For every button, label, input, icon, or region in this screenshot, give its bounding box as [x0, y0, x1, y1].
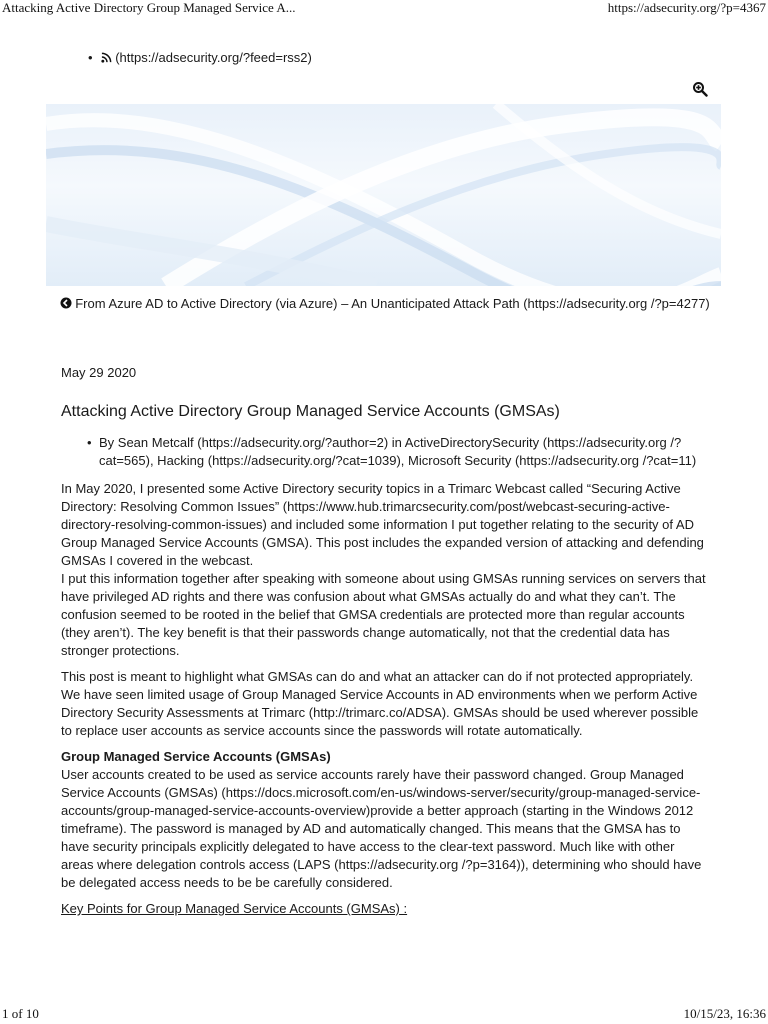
previous-post-link[interactable] [60, 294, 710, 313]
article-content [61, 364, 709, 918]
paragraph-gmsa: User accounts created to be used as service accounts rarely have their password changed. Group Managed Service Accounts (GMSAs) (https://docs.microsoft.com/en-us/windows-server/security/group-managed-service-accounts/group-managed-service-accounts-overview)provide a better approach (starting in the Windows 2012 timeframe). The password is managed by AD and automatically changed. This means that the GMSA has to have security principals explicitly delegated to have access to the clear-text password. Much like with other areas where delegation controls access (LAPS (https://adsecurity.org /?p=3164)), determining who should have be delegated access needs to be be carefully considered. [61, 767, 702, 890]
gmsa-section [61, 748, 709, 892]
paragraph-purpose: This post is meant to highlight what GMSAs can do and what an attacker can do if not protected appropriately. We have seen limited usage of Group Managed Service Accounts in AD environments when we perform Active Directory Security Assessments at Trimarc (http://trimarc.co/ADSA). GMSAs should be used wherever possible to replace user accounts as service accounts since the passwords will rotate automatically. [61, 669, 699, 738]
post-date: May 29 2020 [61, 365, 137, 380]
rss-link[interactable]: (https://adsecurity.org/?feed=rss2) [115, 50, 312, 65]
paragraph-intro [61, 480, 709, 660]
print-header-title: Attacking Active Directory Group Managed Service A... [2, 0, 296, 15]
rss-item[interactable] [88, 50, 312, 65]
print-header-url: https://adsecurity.org/?p=4367 [607, 0, 766, 15]
post-meta-item[interactable]: • By Sean Metcalf (https://adsecurity.org/?author=2) in ActiveDirectorySecurity (https://adsecurity.org /?cat=565), Hacking (https://adsecurity.org/?cat=1039), Microsoft Security (https://adsecurity.org /?cat=11) [99, 434, 709, 470]
header-banner-image [46, 104, 721, 286]
post-meta-list [61, 434, 709, 470]
print-datetime: 10/15/23, 16:36 [683, 1006, 766, 1021]
section-heading: Group Managed Service Accounts (GMSAs) [61, 749, 331, 764]
paragraph-intro-part2: I put this information together after speaking with someone about using GMSAs running services on servers that have privileged AD rights and there was confusion about what GMSAs actually do and what they can’t. The confusion seemed to be rooted in the belief that GMSA credentials are protected more than regular accounts (they aren’t). The key benefit is that their passwords change automatically, not that the credential data has stronger protections. [61, 571, 706, 658]
page-number: 1 of 10 [2, 1006, 39, 1021]
key-points-heading: Key Points for Group Managed Service Accounts (GMSAs) : [61, 901, 408, 916]
rss-icon [101, 52, 112, 63]
print-footer [0, 1006, 768, 1024]
zoom-in-icon[interactable] [692, 81, 708, 97]
post-title: Attacking Active Directory Group Managed Service Accounts (GMSAs) [61, 403, 560, 420]
rss-list [88, 50, 312, 65]
paragraph-intro-part1: In May 2020, I presented some Active Directory security topics in a Trimarc Webcast called “Securing Active Directory: Resolving Common Issues” (https://www.hub.trimarcsecurity.com/post/webcast-securing-active-directory-resolving-common-issues) and included some information I put together relating to the security of AD Group Managed Service Accounts (GMSA). This post includes the expanded version of attacking and defending GMSAs I covered in the webcast. [61, 481, 704, 568]
previous-post-text: From Azure AD to Active Directory (via Azure) – An Unanticipated Attack Path (https://adsecurity.org /?p=4277) [75, 296, 710, 311]
print-header [0, 0, 768, 18]
arrow-circle-left-icon [60, 297, 72, 309]
